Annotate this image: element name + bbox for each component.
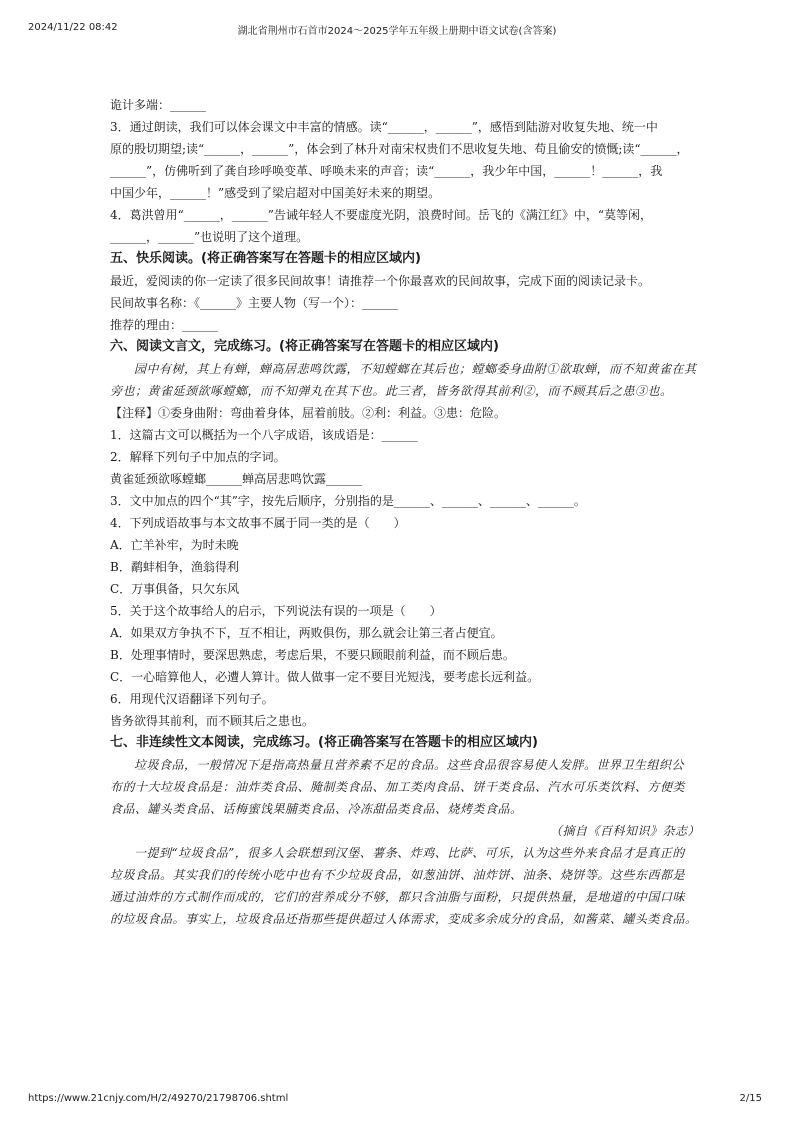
text-line: 最近，爱阅读的你一定读了很多民间故事！请推荐一个你最喜欢的民间故事，完成下面的阅读记录卡。 [110,274,651,288]
option-line: A．如果双方争执不下，互不相让，两败俱伤，那么就会让第三者占便宜。 [110,626,503,640]
page-content [110,94,700,930]
section7 [110,732,700,930]
text-line: 4．葛洪曾用“______，______”告诫年轻人不要虚度光阴，浪费时间。岳飞的《满江红》中，“莫等闲， [110,208,653,222]
question-line: 皆务欲得其前利，而不顾其后之患也。 [110,714,315,728]
text-line: 推荐的理由：______ [110,318,219,332]
section-heading: 五、快乐阅读。(将正确答案写在答题卡的相应区域内) [110,251,421,266]
paragraph-line: 的垃圾食品。事实上，垃圾食品还指那些提供超过人体需求，变成多余成分的食品，如酱菜、罐头类食品。 [110,912,698,926]
question-line: 3．文中加点的四个“其”字，按先后顺序，分别指的是______、______、______、______。 [110,494,586,508]
section6 [110,336,700,732]
text-line: 3．通过朗读，我们可以体会课文中丰富的情感。读“______，______”，感悟到陆游对收复失地、统一中 [110,120,658,134]
footer-url[interactable]: https://www.21cnjy.com/H/2/49270/21798706.shtml [28,1093,289,1104]
text-line: 中国少年，______！”感受到了梁启超对中国美好未来的期望。 [110,186,441,200]
classical-passage-line: 旁也；黄雀延颈欲啄螳螂，而不知弹丸在其下也。此三者，皆务欲得其前利②，而不顾其后之患③也。 [110,384,673,398]
paragraph-line: 垃圾食品，一般情况下是指高热量且营养素不足的食品。这些食品很容易使人发胖。世界卫生组织公 [134,758,685,772]
classical-passage-line: 园中有树，其上有蝉，蝉高居悲鸣饮露，不知螳螂在其后也；螳螂委身曲附①欲取蝉，而不知黄雀在其 [134,362,697,376]
text-line: 原的殷切期望;读“______，______”，体会到了林升对南宋权贵们不思收复失地、苟且偷安的愤慨;读“______， [110,142,689,156]
annotation-note: 【注释】①委身曲附：弯曲着身体，屈着前肢。②利：利益。③患：危险。 [110,406,507,420]
section4-tail [110,94,700,248]
page-number: 2/15 [739,1093,762,1104]
section-heading: 六、阅读文言文，完成练习。(将正确答案写在答题卡的相应区域内) [110,339,499,354]
print-datetime: 2024/11/22 08:42 [28,22,118,33]
option-line: B．处理事情时，要深思熟虑，考虑后果，不要只顾眼前利益，而不顾后患。 [110,648,515,662]
question-line: 4．下列成语故事与本文故事不属于同一类的是（ ） [110,516,406,530]
question-line: 5．关于这个故事给人的启示，下列说法有误的一项是（ ） [110,604,442,618]
question-line: 6．用现代汉语翻译下列句子。 [110,692,274,706]
text-line: 民间故事名称：《______》主要人物（写一个）：______ [110,296,399,310]
document-title: 湖北省荆州市石首市2024～2025学年五年级上册期中语文试卷(含答案) [237,26,557,37]
paragraph-line: 通过油炸的方式制作而成的，它们的营养成分不够，都只含油脂与面粉，只提供热量，是地道的中国口味 [110,890,686,904]
question-line: 1．这篇古文可以概括为一个八字成语，该成语是：______ [110,428,418,442]
text-line: ______”，仿佛听到了龚自珍呼唤变革、呼唤未来的声音；读“______，我少年中国，______！______，我 [110,164,663,178]
paragraph-line: 布的十大垃圾食品是：油炸类食品、腌制类食品、加工类肉食品、饼干类食品、汽水可乐类饮料、方便类 [110,780,686,794]
question-line: 黄雀延颈欲啄螳螂______蝉高居悲鸣饮露______ [110,472,363,486]
paragraph-line: 一提到“垃圾食品”，很多人会联想到汉堡、薯条、炸鸡、比萨、可乐，认为这些外来食品才是真正的 [134,846,685,860]
option-line: A．亡羊补牢，为时未晚 [110,538,239,552]
paragraph-line: 食品、罐头类食品、话梅蜜饯果脯类食品、冷冻甜品类食品、烧烤类食品。 [110,802,523,816]
question-line: 2．解释下列句子中加点的字词。 [110,450,286,464]
option-line: B．鹬蚌相争，渔翁得利 [110,560,239,574]
option-line: C．万事俱备，只欠东风 [110,582,240,596]
source-citation: （摘自《百科知识》杂志） [549,824,700,838]
section-heading: 七、非连续性文本阅读，完成练习。(将正确答案写在答题卡的相应区域内) [110,735,538,750]
text-line: 诡计多端：______ [110,98,207,112]
option-line: C．一心暗算他人，必遭人算计。做人做事一定不要目光短浅，要考虑长远利益。 [110,670,540,684]
section5 [110,248,700,336]
text-line: ______，______”也说明了这个道理。 [110,230,309,244]
paragraph-line: 垃圾食品。其实我们的传统小吃中也有不少垃圾食品，如葱油饼、油炸饼、油条、烧饼等。这些东西都是 [110,868,686,882]
